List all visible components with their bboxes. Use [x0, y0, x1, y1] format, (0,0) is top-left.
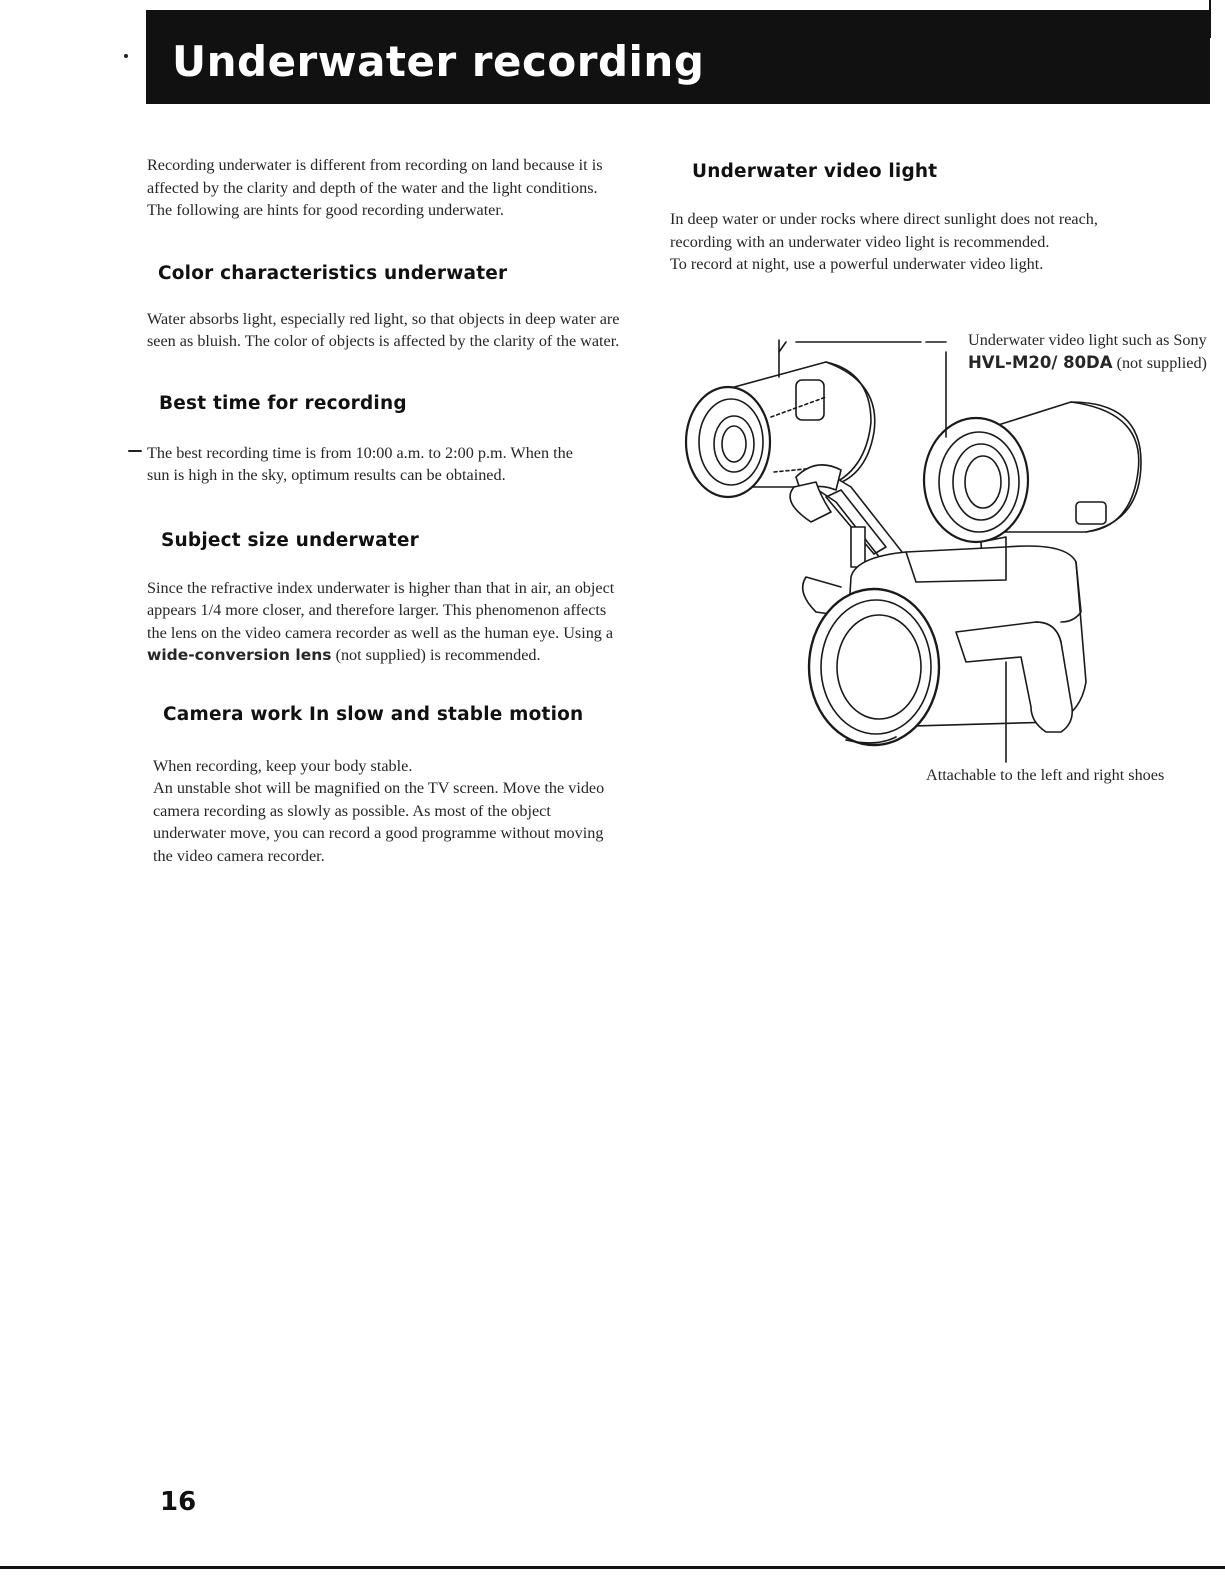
right-column	[670, 160, 1170, 276]
section-heading-best-time: Best time for recording	[159, 392, 407, 414]
section-heading-color: Color characteristics underwater	[158, 262, 508, 284]
intro-paragraph: Recording underwater is different from recording on land because it is affected by the clarity and depth of the water and the light conditions. The following are hints for good recording underwater.	[147, 156, 603, 219]
title-band	[146, 10, 1210, 104]
page-number: 16	[160, 1487, 197, 1517]
section-text-best-time: The best recording time is from 10:00 a.m. to 2:00 p.m. When the sun is high in the sky, optimum results can be obtained.	[147, 443, 573, 484]
video-light-paragraph-2: To record at night, use a powerful underwater video light.	[670, 255, 1044, 273]
video-light-paragraph-1: In deep water or under rocks where direct sunlight does not reach, recording with an underwater video light is recommended.	[670, 210, 1098, 251]
camera-work-line-1: When recording, keep your body stable.	[153, 756, 413, 775]
camera-housing-drawing	[803, 546, 1086, 762]
section-text-color: Water absorbs light, especially red light, so that objects in deep water are seen as bluish. The color of objects is affected by the clarity of the water.	[147, 309, 620, 350]
callout-video-light-suffix: (not supplied)	[1112, 353, 1207, 372]
wide-conversion-lens-term: wide-conversion lens	[147, 646, 332, 664]
scan-speck	[128, 450, 142, 452]
section-heading-subject-size: Subject size underwater	[161, 529, 419, 551]
section-text-camera-work	[153, 755, 627, 868]
left-light-drawing	[686, 340, 875, 497]
section-text-subject-size	[147, 577, 625, 667]
page-title: Underwater recording	[172, 37, 705, 86]
left-column	[147, 154, 627, 867]
camera-work-line-2: An unstable shot will be magnified on the TV screen. Move the video camera recording as slowly as possible. As most of the object underwater move, you can record a good programme without moving the video camera recorder.	[153, 779, 605, 865]
subject-size-text-end: (not supplied) is recommended.	[331, 646, 541, 664]
callout-model-number: HVL-M20/ 80DA	[968, 352, 1113, 372]
callout-video-light	[968, 329, 1208, 374]
callout-shoes: Attachable to the left and right shoes	[926, 766, 1165, 784]
underwater-housing-illustration	[676, 322, 1216, 822]
page-bottom-edge	[0, 1566, 1225, 1569]
section-heading-camera-work: Camera work In slow and stable motion	[163, 703, 584, 725]
callout-video-light-text: Underwater video light such as Sony	[968, 331, 1207, 349]
scan-speck	[124, 54, 128, 58]
section-heading-video-light: Underwater video light	[692, 161, 938, 182]
housing-drawing-svg	[676, 322, 1216, 822]
subject-size-text-start: Since the refractive index underwater is higher than that in air, an object appears 1/4 more closer, and therefore larger. This phenomenon affects the lens on the video camera recorder as well as the human eye. Using a	[147, 578, 615, 642]
